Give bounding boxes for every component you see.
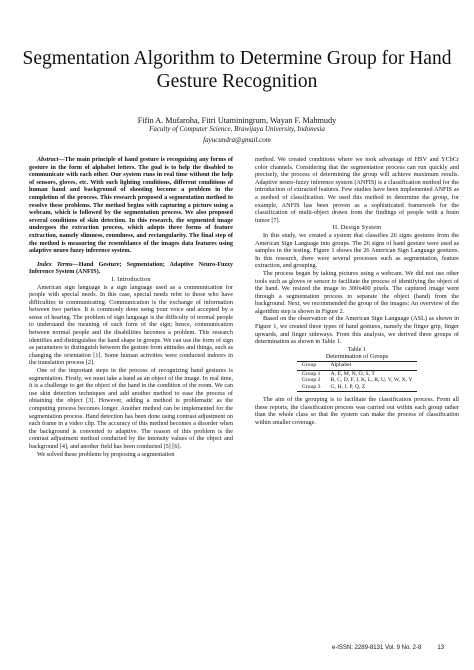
index-terms-label: Index Terms— <box>37 260 79 268</box>
page-number: 13 <box>437 645 444 651</box>
abstract-text: The main principle of hand gesture is recognizing any forms of gesture in the form of alphabet letters. The goal is to help the disabled to communicate with each other. Our system runs in real time without the help of sensors, gloves, etc. With such lighting conditions, different conditions of human hand and background of shooting become a problem in the completion of the process. This research proposed a segmentation method to resolve these problems. The method begins with capturing a picture using a webcam, which is followed by the segmentation process. We also proposed several conditions of skin detection. In this research, the segmented image undergoes the extraction process, which adopts three forms of feature extraction, namely slimness, roundness, and rectangularity. The final step of the method is measuring the resemblance of the images data features using adaptive neuro fuzzy inference system. <box>29 156 233 255</box>
paragraph: The process began by taking pictures using a webcam. We did not use other tools such as gloves or sensor to facilitate the process of identifying the object of the hand. We resized the image to 300x400 pixels. The captured image went through a segmentation process to separate the object (hand) from the background. Next, we recommended the group of the images: An overview of the algorithm step is shown in Figure 2. <box>255 269 459 315</box>
table-header-group: Group <box>297 362 326 371</box>
paragraph: One of the important steps in the process of recognizing hand gestures is segmentation. Firstly, we must take a hand as an object of the image. In real time, it is a challenge to get the object of the hand in the condition of the room. We can use skin detection techniques and add another method to ease the process of obtaining the object [3]. However, adding a method is problematic as the computing process becomes longer. Another method can be implemented for the segmentation process. Hand detection has been done using contrast adjustment on each frame in a video clip. The accuracy of this method becomes a disorder when the background is converted to adaptive. The reason of this problem is the contrast adjustment method conducted by the intensity values of the object and background [4], and another field has been conducted [5] [6]. <box>29 367 233 450</box>
section-heading-introduction: I. Introduction <box>111 275 151 283</box>
table-cell-alphabet: B, C, D, F, I, K, L, R, U, V, W, X, Y <box>330 377 413 384</box>
abstract <box>29 156 233 255</box>
author-email: fayucandra@gmail.com <box>203 136 271 144</box>
right-column <box>255 156 459 426</box>
left-column <box>29 156 233 458</box>
table-subcaption: Determination of Groups <box>325 353 389 361</box>
footer-issn: e-ISSN: 2289-8131 Vol. 9 No. 2-8 <box>331 645 422 651</box>
paragraph: method. We created conditions where we took advantage of HSV and YCbCr color channels. Considering that the segmentation process can run quickly and precisely, the process of determining the group will achieve maximum results. Adaptive neuro-fuzzy inference system (ANFIS) is a classification method for the introduction of extracted features. Few studies have been implemented ANFIS as a method of classification. We used this method to determine the group, for example, ANFIS has been proven as a sophisticated framework for the classification of multi-object drawn from the findings of people with a brain tumor [7]. <box>255 156 459 224</box>
section-heading-design-system: II. Design System <box>332 224 382 232</box>
paragraph: Based on the observation of the American Sign Language (ASL) as shown in Figure 1, we created three types of hand gestures, namely the finger grip, finger upwards, and finger sideways. From this analysis, we derived three groups of determination as shown in Table 1. <box>255 315 459 346</box>
table-cell-alphabet: A, E, M, N, O, S, T <box>330 370 375 377</box>
table-header-row <box>297 362 418 371</box>
index-terms <box>29 261 233 276</box>
table-cell-group: Group 2 <box>301 377 321 384</box>
table-row <box>297 377 418 384</box>
paragraph: The aim of the grouping is to facilitate the classification process. From all these reports, the classification process was carried out within each group rather than the whole class so that the system can make the process of classification within smaller coverage. <box>255 396 459 426</box>
paragraph: We solved these problems by proposing a segmentation <box>37 450 175 458</box>
table-row <box>297 370 418 377</box>
groups-table <box>297 361 418 392</box>
table-cell-group: Group 3 <box>297 384 326 391</box>
paper-title: Segmentation Algorithm to Determine Group for Hand Gesture Recognition <box>22 48 452 92</box>
table-row <box>297 384 418 391</box>
page-footer <box>332 645 444 651</box>
table-cell-group: Group 1 <box>301 370 321 377</box>
affiliation: Faculty of Computer Science, Brawijaya University, Indonesia <box>149 125 325 133</box>
paragraph: In this study, we created a system that classifies 26 signs gestures from the American Sign Language into groups. The 26 signs of hand gesture were used as samples in the testing. Figure 1 shows the 26 American Sign Language gestures. In this research, there were several processes such as segmentation, feature extraction, and grouping. <box>255 231 459 270</box>
author-list: Fifin A. Mufaroha, Fitri Utaminingrum, Wayan F. Mahmudy <box>137 116 337 125</box>
paragraph: American sign language is a sign language used as a communication for people with special needs. In this case, special needs refer to those who have difficulties in communicating. Communication is the exchange of information between two parties. It is commonly done using your voice and accepted by a sense of hearing. The problem of sign language is the difficulty of normal people to understand the meaning of each form of the sign; hence, communication between normal people and the disabilities becomes a problem. This research identifies and distinguishes the hand shape in groups. We can use the form of sign as parameters to distinguish between the gesture from attitudes and things, such as changing the orientation [1]. Some human activities were conducted indoors in the translation process [2]. <box>29 283 233 367</box>
index-terms-text: Hand Gesture; Segmentation; Adaptive Neuro-Fuzzy Inference System (ANFIS). <box>29 260 233 276</box>
table-cell-alphabet: G, H, J, P, Q, Z <box>325 384 417 391</box>
abstract-label: Abstract— <box>37 156 65 163</box>
table-header-alphabet: Alphabet <box>325 362 417 371</box>
table-caption: Table 1 <box>347 345 367 353</box>
